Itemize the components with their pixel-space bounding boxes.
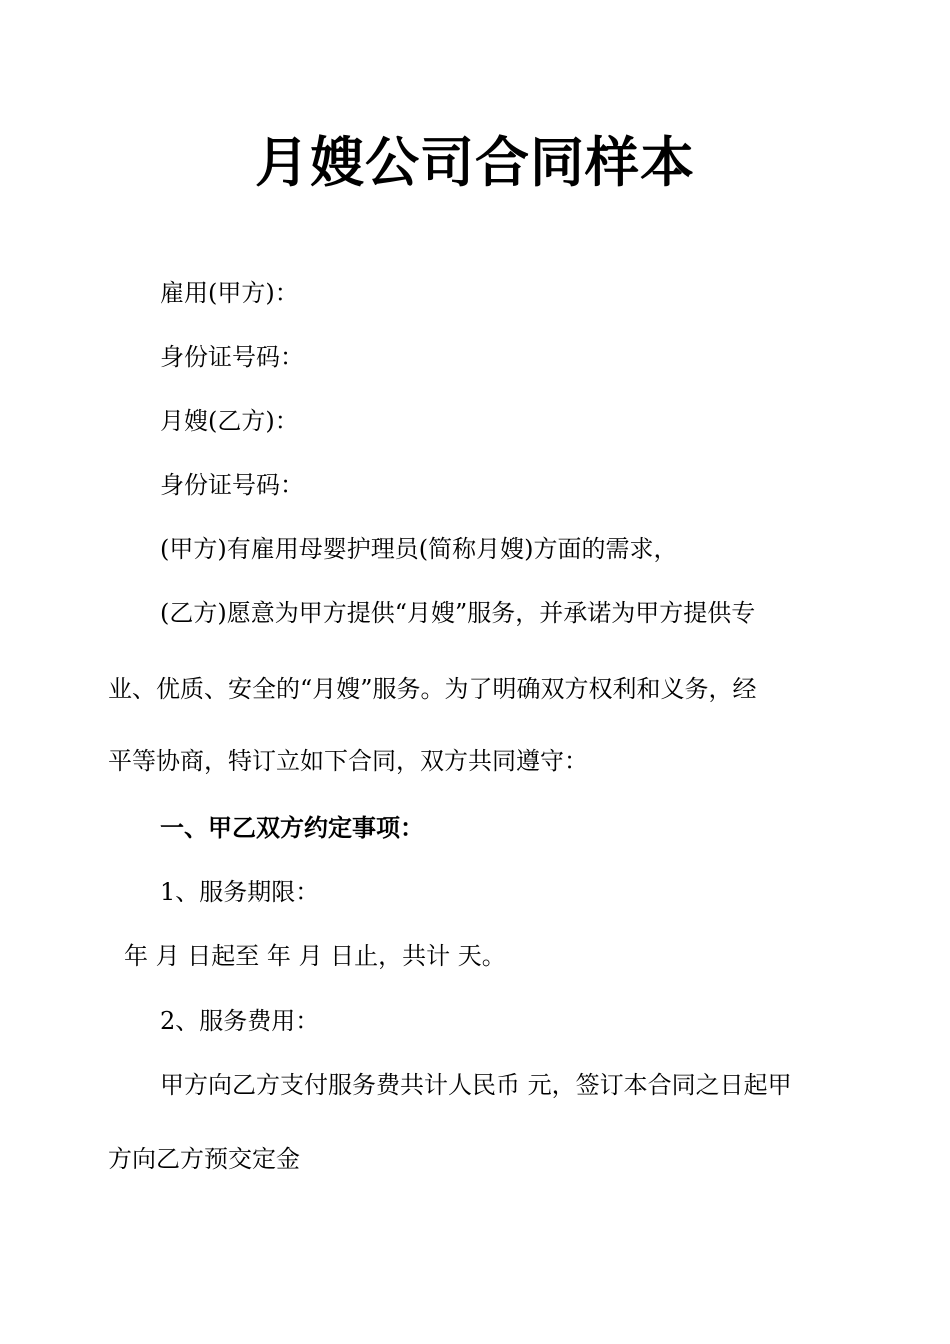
- service-fee-label: 2、服务费用：: [160, 1007, 320, 1035]
- intro-paragraph-line-2: (乙方)愿意为甲方提供“月嫂”服务，并承诺为甲方提供专: [160, 599, 756, 627]
- intro-paragraph-line-3: 业、优质、安全的“月嫂”服务。为了明确双方权利和义务，经: [108, 675, 757, 703]
- intro-paragraph-line-1: (甲方)有雇用母婴护理员(简称月嫂)方面的需求，: [160, 535, 678, 563]
- service-period-dates: 年 月 日起至 年 月 日止，共计 天。: [124, 942, 506, 970]
- employer-field-label: 雇用(甲方)：: [160, 279, 299, 307]
- document-title: 月嫂公司合同样本: [255, 131, 695, 194]
- service-period-label: 1、服务期限：: [160, 878, 320, 906]
- intro-paragraph-line-4: 平等协商，特订立如下合同，双方共同遵守：: [108, 747, 588, 775]
- service-fee-line-2: 方向乙方预交定金: [108, 1145, 300, 1173]
- section-1-heading: 一、甲乙双方约定事项：: [160, 814, 424, 842]
- nanny-field-label: 月嫂(乙方)：: [160, 407, 299, 435]
- nanny-id-field-label: 身份证号码：: [160, 471, 304, 499]
- service-fee-line-1: 甲方向乙方支付服务费共计人民币 元，签订本合同之日起甲: [160, 1071, 792, 1099]
- employer-id-field-label: 身份证号码：: [160, 343, 304, 371]
